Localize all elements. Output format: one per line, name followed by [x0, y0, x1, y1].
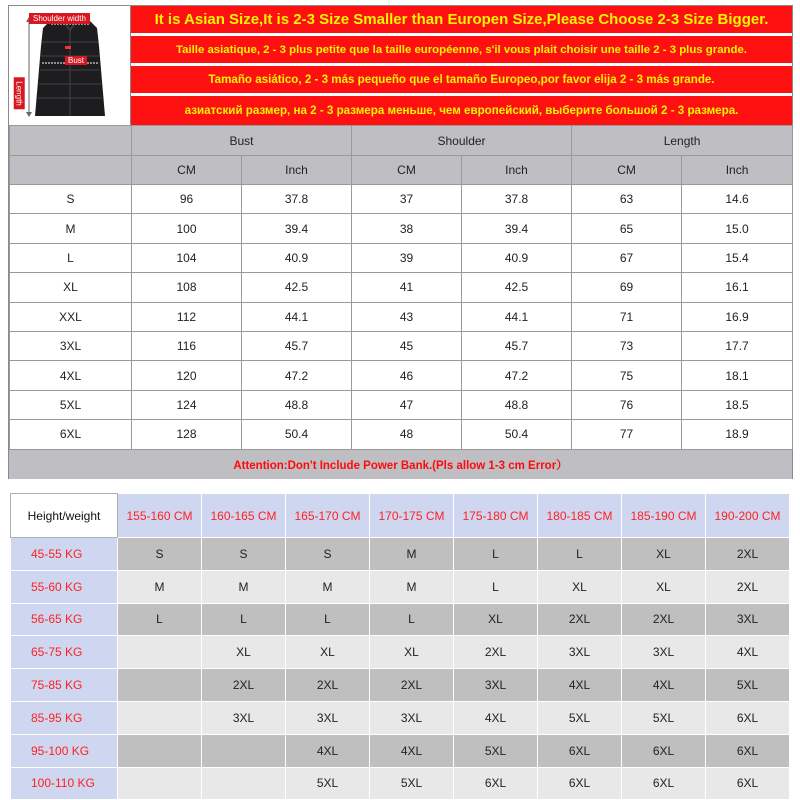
size-label-cell: 6XL [10, 420, 132, 449]
recommended-size-cell: 2XL [622, 603, 706, 636]
size-label-cell: XL [10, 273, 132, 302]
height-range: 190-200 CM [706, 494, 790, 538]
recommended-size-cell: 5XL [622, 701, 706, 734]
recommended-size-cell: XL [370, 636, 454, 669]
recommended-size-cell: 2XL [454, 636, 538, 669]
recommended-size-cell: XL [202, 636, 286, 669]
recommended-size-cell: 6XL [454, 767, 538, 800]
recommended-size-cell: 2XL [202, 669, 286, 702]
measurement-cell: 67 [572, 243, 682, 272]
recommended-size-cell: L [538, 538, 622, 571]
measurement-cell: 44.1 [462, 302, 572, 331]
recommended-size-cell: 3XL [538, 636, 622, 669]
recommended-size-cell: XL [622, 570, 706, 603]
measurement-cell: 38 [352, 214, 462, 243]
recommended-size-cell: 6XL [706, 701, 790, 734]
header-blank-cell [10, 126, 132, 156]
height-range: 155-160 CM [118, 494, 202, 538]
recommended-size-cell: M [202, 570, 286, 603]
recommended-size-cell: 6XL [622, 767, 706, 800]
measurement-cell: 120 [132, 361, 242, 390]
recommended-size-cell [118, 636, 202, 669]
recommended-size-cell: XL [454, 603, 538, 636]
unit-inch: Inch [242, 156, 352, 185]
table-group-header [10, 126, 793, 156]
measurement-cell: 50.4 [242, 420, 352, 449]
recommended-size-cell: M [370, 570, 454, 603]
weight-range: 95-100 KG [11, 734, 118, 767]
table-row [10, 302, 793, 331]
recommended-size-cell: XL [622, 538, 706, 571]
height-header-row [11, 494, 790, 538]
height-range: 165-170 CM [286, 494, 370, 538]
recommended-size-cell [202, 767, 286, 800]
recommended-size-cell [118, 734, 202, 767]
recommended-size-cell: 2XL [370, 669, 454, 702]
measurement-cell: 63 [572, 185, 682, 214]
unit-cm: CM [132, 156, 242, 185]
recommended-size-cell: L [118, 603, 202, 636]
measurement-cell: 124 [132, 390, 242, 419]
recommended-size-cell: 5XL [538, 701, 622, 734]
measurement-cell: 39.4 [242, 214, 352, 243]
height-range: 180-185 CM [538, 494, 622, 538]
height-weight-table [10, 493, 790, 800]
table-row [11, 538, 790, 571]
notice-russian: азиатский размер, на 2 - 3 размера меньше, чем европейский, выберите большой 2 - 3 размера. [131, 96, 792, 125]
recommended-size-cell: 3XL [454, 669, 538, 702]
table-row [11, 636, 790, 669]
height-range: 170-175 CM [370, 494, 454, 538]
measurement-cell: 40.9 [462, 243, 572, 272]
measurement-cell: 47.2 [462, 361, 572, 390]
size-label-cell: M [10, 214, 132, 243]
recommended-size-cell: S [118, 538, 202, 571]
table-row [10, 331, 793, 360]
unit-inch: Inch [462, 156, 572, 185]
measurement-cell: 39.4 [462, 214, 572, 243]
measurement-cell: 75 [572, 361, 682, 390]
table-row [11, 603, 790, 636]
recommended-size-cell: 2XL [706, 570, 790, 603]
height-range: 160-165 CM [202, 494, 286, 538]
measurement-cell: 76 [572, 390, 682, 419]
recommended-size-cell: 2XL [706, 538, 790, 571]
recommended-size-cell: 3XL [370, 701, 454, 734]
measurement-cell: 112 [132, 302, 242, 331]
weight-range: 100-110 KG [11, 767, 118, 800]
recommended-size-cell: M [118, 570, 202, 603]
recommended-size-cell: 2XL [538, 603, 622, 636]
measurement-cell: 48 [352, 420, 462, 449]
measurement-cell: 116 [132, 331, 242, 360]
measurement-cell: 16.1 [682, 273, 793, 302]
recommended-size-cell: 5XL [370, 767, 454, 800]
notice-spanish: Tamaño asiático, 2 - 3 más pequeño que el tamaño Europeo,por favor elija 2 - 3 más grande. [131, 66, 792, 95]
header-blank-cell [10, 156, 132, 185]
measurement-cell: 15.4 [682, 243, 793, 272]
measurement-cell: 46 [352, 361, 462, 390]
measurement-cell: 65 [572, 214, 682, 243]
recommended-size-cell: S [202, 538, 286, 571]
measurement-cell: 18.5 [682, 390, 793, 419]
table-row [11, 734, 790, 767]
measurement-cell: 42.5 [462, 273, 572, 302]
recommended-size-cell: S [286, 538, 370, 571]
measurement-cell: 44.1 [242, 302, 352, 331]
recommended-size-cell: 3XL [286, 701, 370, 734]
recommended-size-cell: M [370, 538, 454, 571]
weight-range: 75-85 KG [11, 669, 118, 702]
measurement-cell: 69 [572, 273, 682, 302]
recommended-size-cell: 4XL [538, 669, 622, 702]
measurement-cell: 104 [132, 243, 242, 272]
measurement-cell: 39 [352, 243, 462, 272]
measurement-cell: 73 [572, 331, 682, 360]
weight-range: 45-55 KG [11, 538, 118, 571]
recommended-size-cell: XL [286, 636, 370, 669]
height-range: 185-190 CM [622, 494, 706, 538]
table-row [10, 243, 793, 272]
measurement-cell: 47.2 [242, 361, 352, 390]
recommended-size-cell: 6XL [622, 734, 706, 767]
size-measurement-table [9, 125, 793, 450]
measurement-cell: 37.8 [242, 185, 352, 214]
unit-inch: Inch [682, 156, 793, 185]
recommended-size-cell: XL [538, 570, 622, 603]
measurement-cell: 40.9 [242, 243, 352, 272]
height-range: 175-180 CM [454, 494, 538, 538]
size-label-cell: L [10, 243, 132, 272]
size-chart-panel [8, 5, 793, 479]
bust-label: Bust [65, 56, 87, 65]
notice-english: It is Asian Size,It is 2-3 Size Smaller than Europen Size,Please Choose 2-3 Size Bigger. [131, 6, 792, 35]
header-bust: Bust [132, 126, 352, 156]
measurement-cell: 37 [352, 185, 462, 214]
recommended-size-cell [118, 767, 202, 800]
height-weight-corner: Height/weight [11, 494, 118, 538]
measurement-cell: 18.9 [682, 420, 793, 449]
table-row [11, 570, 790, 603]
table-row [10, 185, 793, 214]
measurement-cell: 45.7 [462, 331, 572, 360]
recommended-size-cell: L [454, 538, 538, 571]
table-row [10, 214, 793, 243]
measurement-cell: 77 [572, 420, 682, 449]
table-row [10, 390, 793, 419]
measurement-cell: 15.0 [682, 214, 793, 243]
length-label: Length [14, 77, 25, 109]
recommended-size-cell: 4XL [370, 734, 454, 767]
measurement-cell: 17.7 [682, 331, 793, 360]
header-shoulder: Shoulder [352, 126, 572, 156]
measurement-cell: 128 [132, 420, 242, 449]
header-length: Length [572, 126, 793, 156]
recommended-size-cell: 4XL [622, 669, 706, 702]
measurement-cell: 37.8 [462, 185, 572, 214]
measurement-cell: 108 [132, 273, 242, 302]
recommended-size-cell: 3XL [706, 603, 790, 636]
unit-cm: CM [352, 156, 462, 185]
measurement-cell: 45 [352, 331, 462, 360]
recommended-size-cell: L [454, 570, 538, 603]
measurement-cell: 42.5 [242, 273, 352, 302]
measurement-cell: 14.6 [682, 185, 793, 214]
recommended-size-cell: 4XL [706, 636, 790, 669]
measurement-cell: 50.4 [462, 420, 572, 449]
table-row [11, 669, 790, 702]
measurement-cell: 16.9 [682, 302, 793, 331]
weight-range: 55-60 KG [11, 570, 118, 603]
recommended-size-cell: L [370, 603, 454, 636]
notice-french: Taille asiatique, 2 - 3 plus petite que la taille européenne, s'il vous plait choisir une taille 2 - 3 plus grande. [131, 36, 792, 65]
weight-range: 85-95 KG [11, 701, 118, 734]
table-unit-header [10, 156, 793, 185]
measurement-cell: 71 [572, 302, 682, 331]
measurement-cell: 41 [352, 273, 462, 302]
recommended-size-cell: 2XL [286, 669, 370, 702]
recommended-size-cell: 6XL [706, 767, 790, 800]
table-row [10, 273, 793, 302]
recommended-size-cell: 4XL [286, 734, 370, 767]
measurement-cell: 96 [132, 185, 242, 214]
recommended-size-cell: 6XL [538, 767, 622, 800]
weight-range: 56-65 KG [11, 603, 118, 636]
weight-range: 65-75 KG [11, 636, 118, 669]
shoulder-width-label: Shoulder width [29, 13, 90, 24]
measurement-cell: 100 [132, 214, 242, 243]
recommended-size-cell: 6XL [706, 734, 790, 767]
recommended-size-cell: 5XL [286, 767, 370, 800]
attention-note: Attention:Don't Include Power Bank.(Pls allow 1-3 cm Error） [9, 449, 792, 479]
size-label-cell: XXL [10, 302, 132, 331]
recommended-size-cell [202, 734, 286, 767]
measurement-cell: 45.7 [242, 331, 352, 360]
size-notice-banners [131, 6, 792, 125]
measurement-cell: 43 [352, 302, 462, 331]
recommended-size-cell: 3XL [202, 701, 286, 734]
recommended-size-cell [118, 669, 202, 702]
recommended-size-cell: L [202, 603, 286, 636]
measurement-cell: 48.8 [462, 390, 572, 419]
table-row [11, 701, 790, 734]
recommended-size-cell: 6XL [538, 734, 622, 767]
table-row [10, 420, 793, 449]
recommended-size-cell: 5XL [454, 734, 538, 767]
recommended-size-cell: 3XL [622, 636, 706, 669]
unit-cm: CM [572, 156, 682, 185]
size-label-cell: 4XL [10, 361, 132, 390]
measurement-cell: 47 [352, 390, 462, 419]
measurement-cell: 18.1 [682, 361, 793, 390]
recommended-size-cell: 4XL [454, 701, 538, 734]
measurement-cell: 48.8 [242, 390, 352, 419]
recommended-size-cell: L [286, 603, 370, 636]
size-label-cell: 5XL [10, 390, 132, 419]
table-row [11, 767, 790, 800]
vest-measurement-image [9, 6, 131, 125]
table-row [10, 361, 793, 390]
recommended-size-cell: 5XL [706, 669, 790, 702]
recommended-size-cell [118, 701, 202, 734]
size-label-cell: 3XL [10, 331, 132, 360]
recommended-size-cell: M [286, 570, 370, 603]
size-label-cell: S [10, 185, 132, 214]
